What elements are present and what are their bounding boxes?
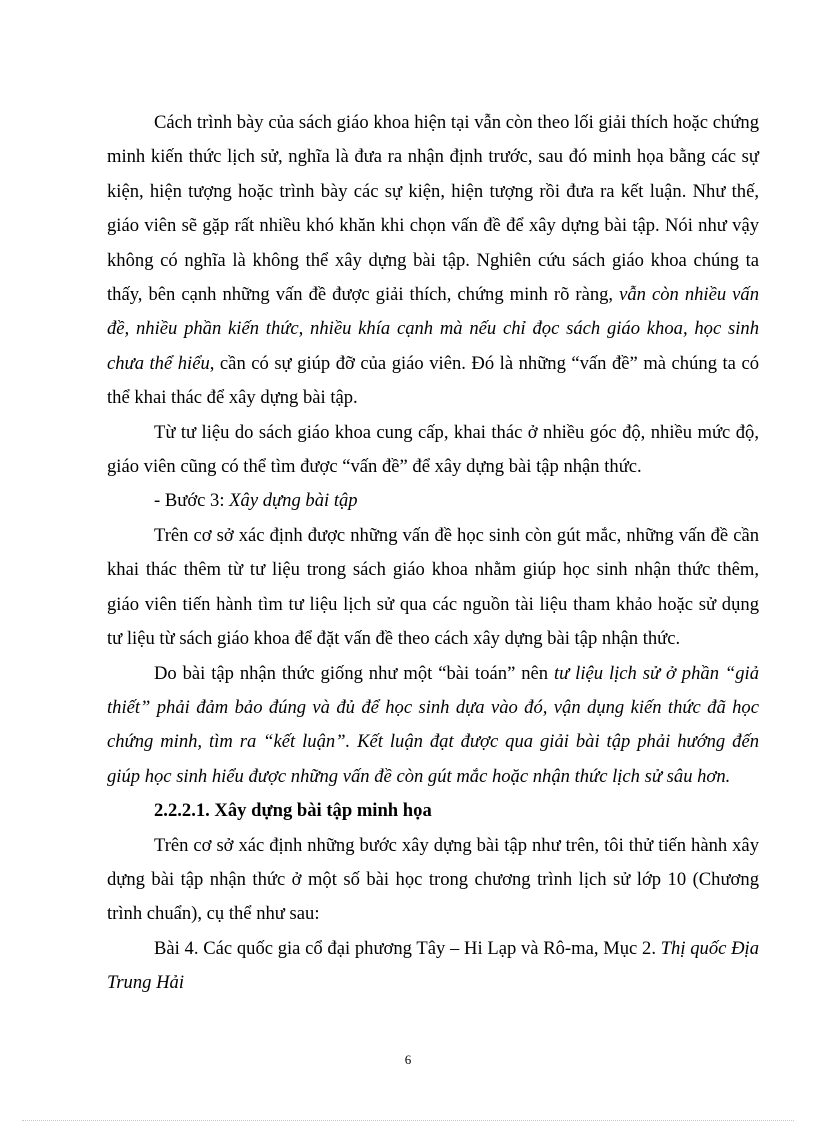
paragraph-math-problem-analogy xyxy=(107,657,759,795)
section-heading: 2.2.2.1. Xây dựng bài tập minh họa xyxy=(154,800,432,822)
footer-divider xyxy=(22,1120,794,1121)
paragraph-source-material: Từ tư liệu do sách giáo khoa cung cấp, khai thác ở nhiều góc độ, nhiều mức độ, giáo viên cũng có thể tìm được “vấn đề” để xây dựng bài tập nhận thức. xyxy=(107,421,759,478)
paragraph-text: Cách trình bày của sách giáo khoa hiện tại vẫn còn theo lối giải thích hoặc chứng minh kiến thức lịch sử, nghĩa là đưa ra nhận định trước, sau đó minh họa bằng các sự kiện, hiện tượng hoặc trình bày các sự kiện, hiện tượng rồi đưa ra kết luận. Như thế, giáo viên sẽ gặp rất nhiều khó khăn khi chọn vấn đề để xây dựng bài tập. Nói như vậy không có nghĩa là không thể xây dựng bài tập. Nghiên cứu sách giáo khoa chúng ta thấy, bên cạnh những vấn đề được giải thích, chứng minh rõ ràng, xyxy=(107,112,759,306)
document-body xyxy=(107,106,759,1001)
page-number: 6 xyxy=(404,1052,412,1067)
paragraph-text: Do bài tập nhận thức giống như một “bài toán” nên xyxy=(154,662,554,684)
italic-text: Thị quốc Địa Trung Hải xyxy=(107,937,759,994)
italic-text: vẫn còn nhiều vấn đề, nhiều phần kiến thức, nhiều khía cạnh mà nếu chỉ đọc sách giáo khoa, học sinh chưa thể hiểu xyxy=(107,284,759,374)
paragraph-lesson-reference xyxy=(107,932,759,1001)
paragraph-step-3 xyxy=(107,484,759,518)
paragraph-identify-issues: Trên cơ sở xác định được những vấn đề học sinh còn gút mắc, những vấn đề cần khai thác thêm từ tư liệu trong sách giáo khoa nhằm giúp học sinh nhận thức thêm, giáo viên tiến hành tìm tư liệu lịch sử qua các nguồn tài liệu tham khảo hoặc sử dụng tư liệu từ sách giáo khoa để đặt vấn đề theo cách xây dựng bài tập nhận thức. xyxy=(107,524,759,650)
paragraph-textbook-presentation xyxy=(107,106,759,416)
italic-text: tư liệu lịch sử ở phần “giả thiết” phải đảm bảo đúng và đủ để học sinh dựa vào đó, vận dụng kiến thức đã học chứng minh, tìm ra “kết luận”. Kết luận đạt được qua giải bài tập phải hướng đến giúp học sinh hiểu được những vấn đề còn gút mắc hoặc nhận thức lịch sử sâu hơn. xyxy=(107,662,759,787)
step-label: - Bước 3: xyxy=(154,490,230,512)
paragraph-exercise-intro: Trên cơ sở xác định những bước xây dựng bài tập như trên, tôi thử tiến hành xây dựng bài tập nhận thức ở một số bài học trong chương trình lịch sử lớp 10 (Chương trình chuẩn), cụ thể như sau: xyxy=(107,834,759,925)
paragraph-text: Bài 4. Các quốc gia cổ đại phương Tây – Hi Lạp và Rô-ma, Mục 2. xyxy=(154,937,661,959)
step-title: Xây dựng bài tập xyxy=(229,490,358,512)
paragraph-text: , cần có sự giúp đỡ của giáo viên. Đó là những “vấn đề” mà chúng ta có thể khai thác để xây dựng bài tập. xyxy=(107,352,760,409)
